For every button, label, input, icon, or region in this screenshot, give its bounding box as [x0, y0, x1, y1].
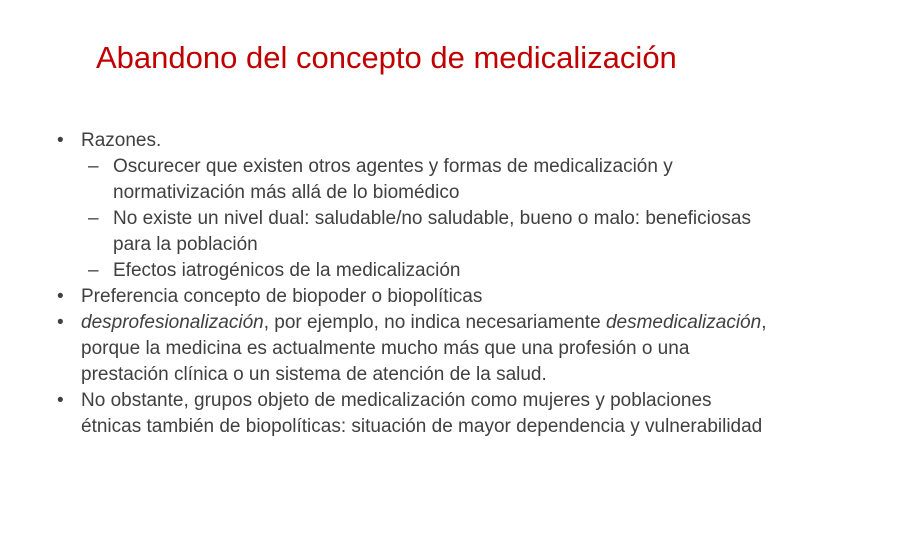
sub-item-text-line2: normativización más allá de lo biomédico: [113, 182, 460, 203]
bullet-text-line2: porque la medicina es actualmente mucho más que una profesión o una: [81, 338, 690, 359]
dash-icon: –: [88, 208, 99, 229]
bullet-text-segment: , por ejemplo, no indica necesariamente: [263, 312, 606, 333]
sub-item-text-line2: para la población: [113, 234, 258, 255]
dash-icon: –: [88, 260, 99, 281]
sub-item-text-line1: Oscurecer que existen otros agentes y formas de medicalización y: [113, 156, 673, 177]
sub-item-efectos: [0, 258, 873, 284]
bullet-icon: •: [57, 130, 64, 151]
bullet-text-line1: No obstante, grupos objeto de medicalización como mujeres y poblaciones: [81, 390, 712, 411]
italic-term: desprofesionalización: [81, 312, 264, 333]
sub-item-nivel-dual: [0, 206, 873, 258]
bullet-icon: •: [57, 312, 64, 333]
sub-item-text-line1: No existe un nivel dual: saludable/no saludable, bueno o malo: beneficiosas: [113, 208, 751, 229]
slide-title: Abandono del concepto de medicalización: [96, 40, 677, 75]
bullet-text-segment: ,: [761, 312, 767, 333]
bullet-text: Preferencia concepto de biopoder o biopolíticas: [81, 286, 483, 307]
bullet-text-line3: prestación clínica o un sistema de atención de la salud.: [81, 364, 547, 385]
bullet-item-desprofesionalizacion: [0, 310, 881, 388]
bullet-icon: •: [57, 390, 64, 411]
sub-item-text: Efectos iatrogénicos de la medicalización: [113, 260, 461, 281]
sub-item-oscurecer: [0, 154, 873, 206]
bullet-line1: [81, 312, 766, 333]
bullet-item-razones: [0, 128, 881, 154]
slide-body: [0, 128, 907, 440]
bullet-icon: •: [57, 286, 64, 307]
bullet-item-no-obstante: [0, 388, 881, 440]
bullet-text-line2: étnicas también de biopolíticas: situación de mayor dependencia y vulnerabilidad: [81, 416, 763, 437]
bullet-text: Razones.: [81, 130, 162, 151]
dash-icon: –: [88, 156, 99, 177]
italic-term: desmedicalización: [605, 312, 762, 333]
bullet-item-biopoder: [0, 284, 881, 310]
